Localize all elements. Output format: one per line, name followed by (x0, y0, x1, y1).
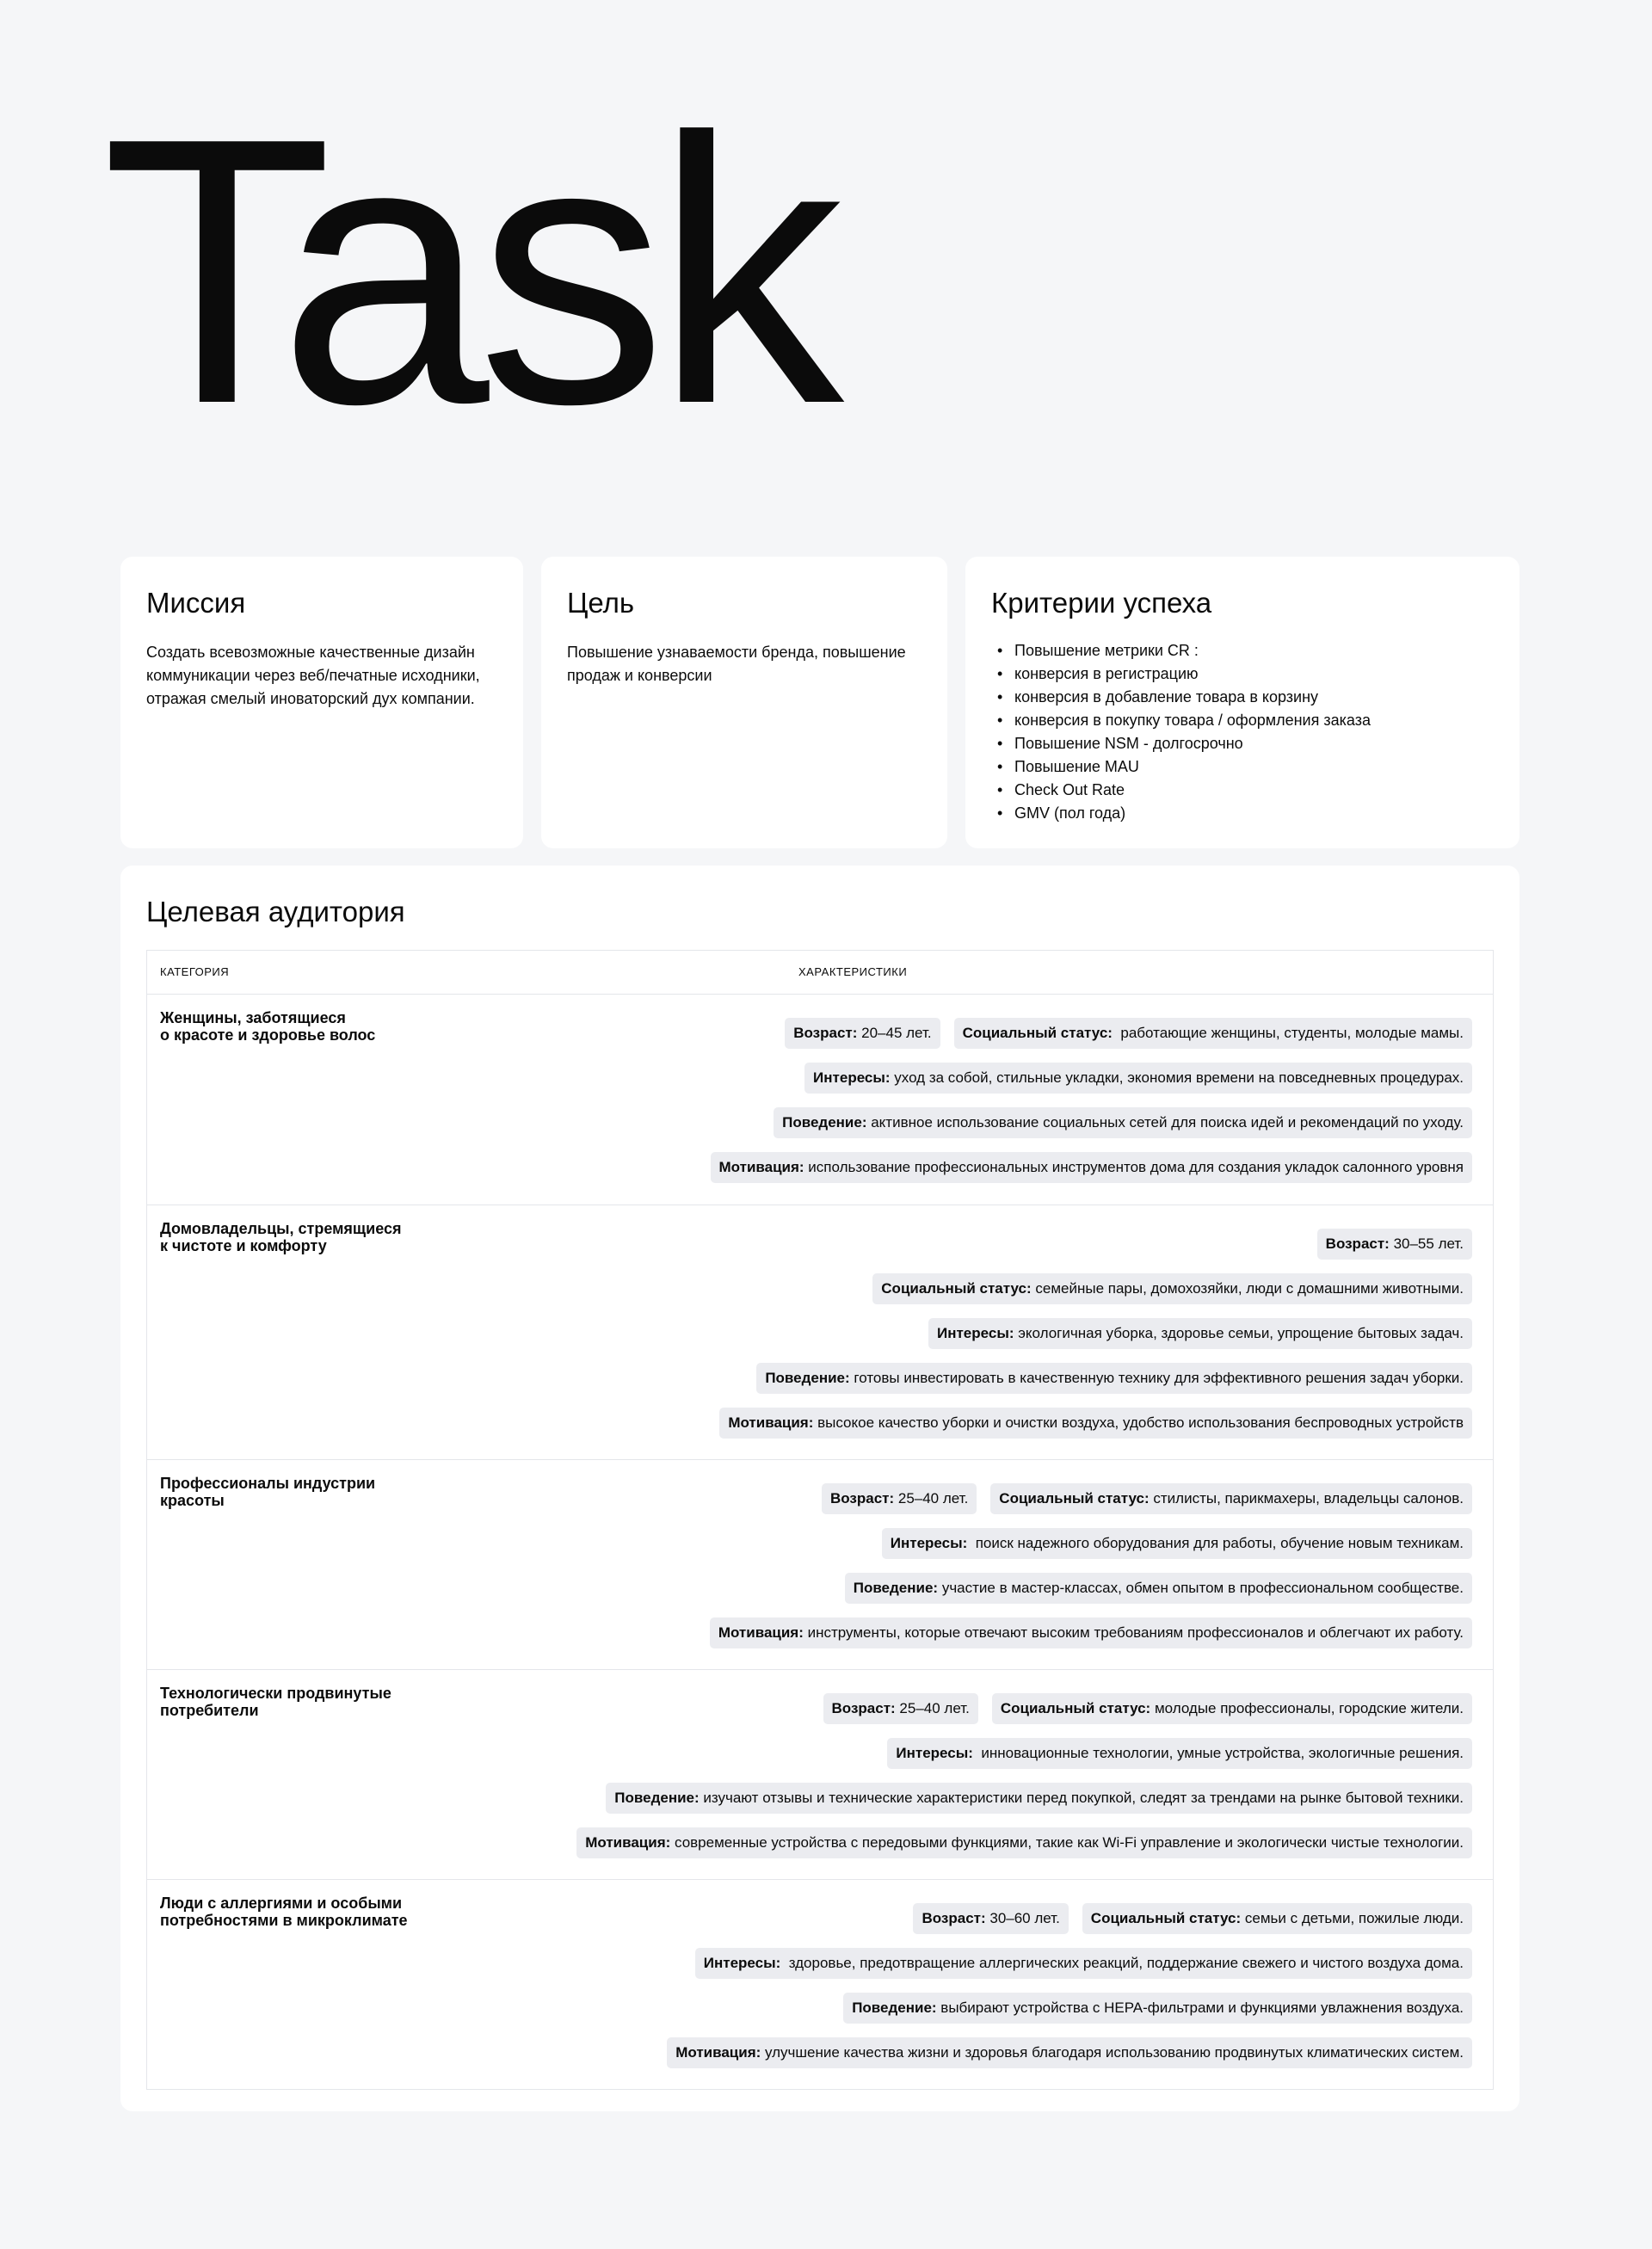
characteristic-chip (990, 1483, 1472, 1514)
characteristic-line (882, 1528, 1472, 1559)
audience-table (146, 950, 1494, 2090)
row-category: Женщины, заботящиеся о красоте и здоровье волос (160, 1008, 376, 1044)
row-category: Профессионалы индустрии красоты (160, 1474, 376, 1509)
characteristic-line (913, 1903, 1472, 1934)
criteria-item: • Повышение NSM - долгосрочно (991, 732, 1494, 755)
characteristic-chip (710, 1617, 1472, 1648)
table-header (147, 951, 1493, 995)
criteria-list (991, 639, 1494, 825)
characteristic-line (774, 1107, 1472, 1138)
characteristic-chip (1082, 1903, 1472, 1934)
chip-value: участие в мастер-классах, обмен опытом в профессиональном сообществе. (938, 1579, 1464, 1596)
table-row (147, 1670, 1493, 1880)
row-category: Домовладельцы, стремящиеся к чистоте и комфорту (160, 1219, 402, 1254)
chip-label: Поведение: (765, 1369, 850, 1386)
chip-label: Социальный статус: (881, 1279, 1032, 1297)
chip-value: работающие женщины, студенты, молодые мамы. (1112, 1024, 1464, 1041)
chip-label: Социальный статус: (1090, 1909, 1242, 1926)
chip-value: готовы инвестировать в качественную технику для эффективного решения задач уборки. (849, 1369, 1464, 1386)
chip-value: семьи с детьми, пожилые люди. (1241, 1909, 1464, 1926)
chip-label: Возраст: (829, 1489, 895, 1507)
table-row (147, 1460, 1493, 1670)
characteristic-chip (711, 1152, 1473, 1183)
characteristic-chip (822, 1483, 977, 1514)
characteristic-chip (913, 1903, 1068, 1934)
characteristic-line (695, 1948, 1472, 1979)
criteria-item: • Check Out Rate (991, 779, 1494, 802)
chip-label: Мотивация: (675, 2043, 761, 2061)
characteristic-chip (887, 1738, 1472, 1769)
chip-label: Социальный статус: (962, 1024, 1113, 1041)
criteria-item: • конверсия в добавление товара в корзину (991, 686, 1494, 709)
characteristic-line (606, 1783, 1472, 1814)
characteristic-chip (882, 1528, 1472, 1559)
chip-label: Возраст: (922, 1909, 986, 1926)
criteria-item: • конверсия в регистрацию (991, 662, 1494, 686)
characteristic-chip (872, 1273, 1472, 1304)
chip-label: Социальный статус: (999, 1489, 1150, 1507)
chip-value: изучают отзывы и технические характеристики перед покупкой, следят за трендами на рынке бытовой техники. (699, 1789, 1464, 1806)
characteristic-chip (845, 1573, 1472, 1604)
table-row (147, 1205, 1493, 1460)
criteria-item: • GMV (пол года) (991, 802, 1494, 825)
goal-title: Цель (567, 587, 635, 619)
chip-label: Возраст: (793, 1024, 858, 1041)
row-characteristics (435, 1670, 1493, 1879)
chip-value: молодые профессионалы, городские жители. (1150, 1699, 1464, 1716)
characteristic-chip (843, 1993, 1472, 2024)
mission-text: Создать всевозможные качественные дизайн коммуникации через веб/печатные исходники, отражая смелый иноваторский дух компании. (146, 643, 480, 707)
chip-value: 30–60 лет. (985, 1909, 1060, 1926)
audience-title: Целевая аудитория (146, 896, 405, 927)
mission-title: Миссия (146, 587, 246, 619)
chip-label: Поведение: (853, 1579, 939, 1596)
chip-value: уход за собой, стильные укладки, экономия времени на повседневных процедурах. (890, 1069, 1464, 1086)
characteristic-chip (667, 2037, 1472, 2068)
characteristic-line (667, 2037, 1472, 2068)
chip-value: 25–40 лет. (895, 1699, 970, 1716)
characteristic-chip (785, 1018, 940, 1049)
row-characteristics (435, 1880, 1493, 2089)
characteristic-chip (606, 1783, 1472, 1814)
characteristic-line (887, 1738, 1472, 1769)
chip-label: Возраст: (1325, 1235, 1390, 1252)
chip-label: Интересы: (936, 1324, 1014, 1341)
chip-label: Мотивация: (718, 1158, 804, 1175)
chip-label: Возраст: (831, 1699, 896, 1716)
characteristic-line (822, 1483, 1472, 1514)
characteristic-line (1317, 1229, 1472, 1260)
chip-value: высокое качество уборки и очистки воздуха, удобство использования беспроводных устройств (813, 1414, 1464, 1431)
chip-value: здоровье, предотвращение аллергических реакций, поддержание свежего и чистого воздуха дома. (780, 1954, 1464, 1971)
chip-label: Мотивация: (728, 1414, 814, 1431)
chip-value: современные устройства с передовыми функциями, такие как Wi-Fi управление и экологически чистые технологии. (670, 1833, 1464, 1851)
characteristic-chip (992, 1693, 1472, 1724)
characteristic-line (845, 1573, 1472, 1604)
characteristic-chip (719, 1408, 1472, 1439)
characteristic-chip (774, 1107, 1472, 1138)
characteristic-line (711, 1152, 1473, 1183)
characteristic-line (928, 1318, 1472, 1349)
chip-value: 20–45 лет. (857, 1024, 932, 1041)
characteristic-chip (576, 1827, 1472, 1858)
characteristic-line (710, 1617, 1472, 1648)
chip-value: поиск надежного оборудования для работы, обучение новым техникам. (967, 1534, 1464, 1551)
chip-value: стилисты, парикмахеры, владельцы салонов. (1149, 1489, 1464, 1507)
chip-value: инструменты, которые отвечают высоким требованиям профессионалов и облегчают их работу. (803, 1624, 1464, 1641)
chip-label: Поведение: (852, 1999, 937, 2016)
chip-value: 30–55 лет. (1389, 1235, 1464, 1252)
chip-value: улучшение качества жизни и здоровья благодаря использованию продвинутых климатических систем. (761, 2043, 1464, 2061)
header-characteristics: ХАРАКТЕРИСТИКИ (798, 965, 908, 979)
chip-label: Интересы: (703, 1954, 781, 1971)
characteristic-chip (804, 1063, 1472, 1094)
chip-value: использование профессиональных инструментов дома для создания укладок салонного уровня (804, 1158, 1464, 1175)
characteristic-chip (954, 1018, 1472, 1049)
characteristic-line (823, 1693, 1472, 1724)
characteristic-line (872, 1273, 1472, 1304)
characteristic-line (843, 1993, 1472, 2024)
table-row (147, 1880, 1493, 2089)
row-category: Люди с аллергиями и особыми потребностями в микроклимате (160, 1894, 408, 1929)
row-category: Технологически продвинутые потребители (160, 1684, 391, 1719)
row-characteristics (435, 1205, 1493, 1459)
goal-card (541, 557, 947, 848)
characteristic-chip (928, 1318, 1472, 1349)
chip-label: Мотивация: (585, 1833, 671, 1851)
chip-value: семейные пары, домохозяйки, люди с домашними животными. (1031, 1279, 1464, 1297)
table-body (147, 995, 1493, 2089)
chip-value: экологичная уборка, здоровье семьи, упрощение бытовых задач. (1014, 1324, 1464, 1341)
chip-label: Поведение: (614, 1789, 700, 1806)
chip-label: Социальный статус: (1000, 1699, 1151, 1716)
row-characteristics (435, 995, 1493, 1205)
chip-value: активное использование социальных сетей для поиска идей и рекомендаций по уходу. (866, 1113, 1464, 1131)
characteristic-line (719, 1408, 1472, 1439)
chip-label: Мотивация: (718, 1624, 804, 1641)
chip-label: Интересы: (813, 1069, 891, 1086)
criteria-title: Критерии успеха (991, 587, 1212, 619)
criteria-item: • Повышение MAU (991, 755, 1494, 779)
table-row (147, 995, 1493, 1205)
criteria-item: • Повышение метрики CR : (991, 639, 1494, 662)
characteristic-line (756, 1363, 1472, 1394)
characteristic-line (785, 1018, 1472, 1049)
chip-label: Интересы: (896, 1744, 973, 1761)
chip-value: 25–40 лет. (894, 1489, 969, 1507)
characteristic-line (576, 1827, 1472, 1858)
goal-text: Повышение узнаваемости бренда, повышение продаж и конверсии (567, 643, 906, 684)
chip-label: Интересы: (890, 1534, 968, 1551)
mission-card (120, 557, 523, 848)
header-category: КАТЕГОРИЯ (160, 965, 230, 979)
characteristic-chip (1317, 1229, 1472, 1260)
criteria-card (965, 557, 1519, 848)
audience-card (120, 866, 1519, 2111)
page-title: Task (102, 60, 832, 483)
row-characteristics (435, 1460, 1493, 1669)
characteristic-chip (823, 1693, 978, 1724)
chip-value: выбирают устройства с HEPA-фильтрами и функциями увлажнения воздуха. (936, 1999, 1464, 2016)
chip-value: инновационные технологии, умные устройства, экологичные решения. (972, 1744, 1464, 1761)
characteristic-line (804, 1063, 1472, 1094)
characteristic-chip (695, 1948, 1472, 1979)
characteristic-chip (756, 1363, 1472, 1394)
chip-label: Поведение: (782, 1113, 867, 1131)
criteria-item: • конверсия в покупку товара / оформления заказа (991, 709, 1494, 732)
